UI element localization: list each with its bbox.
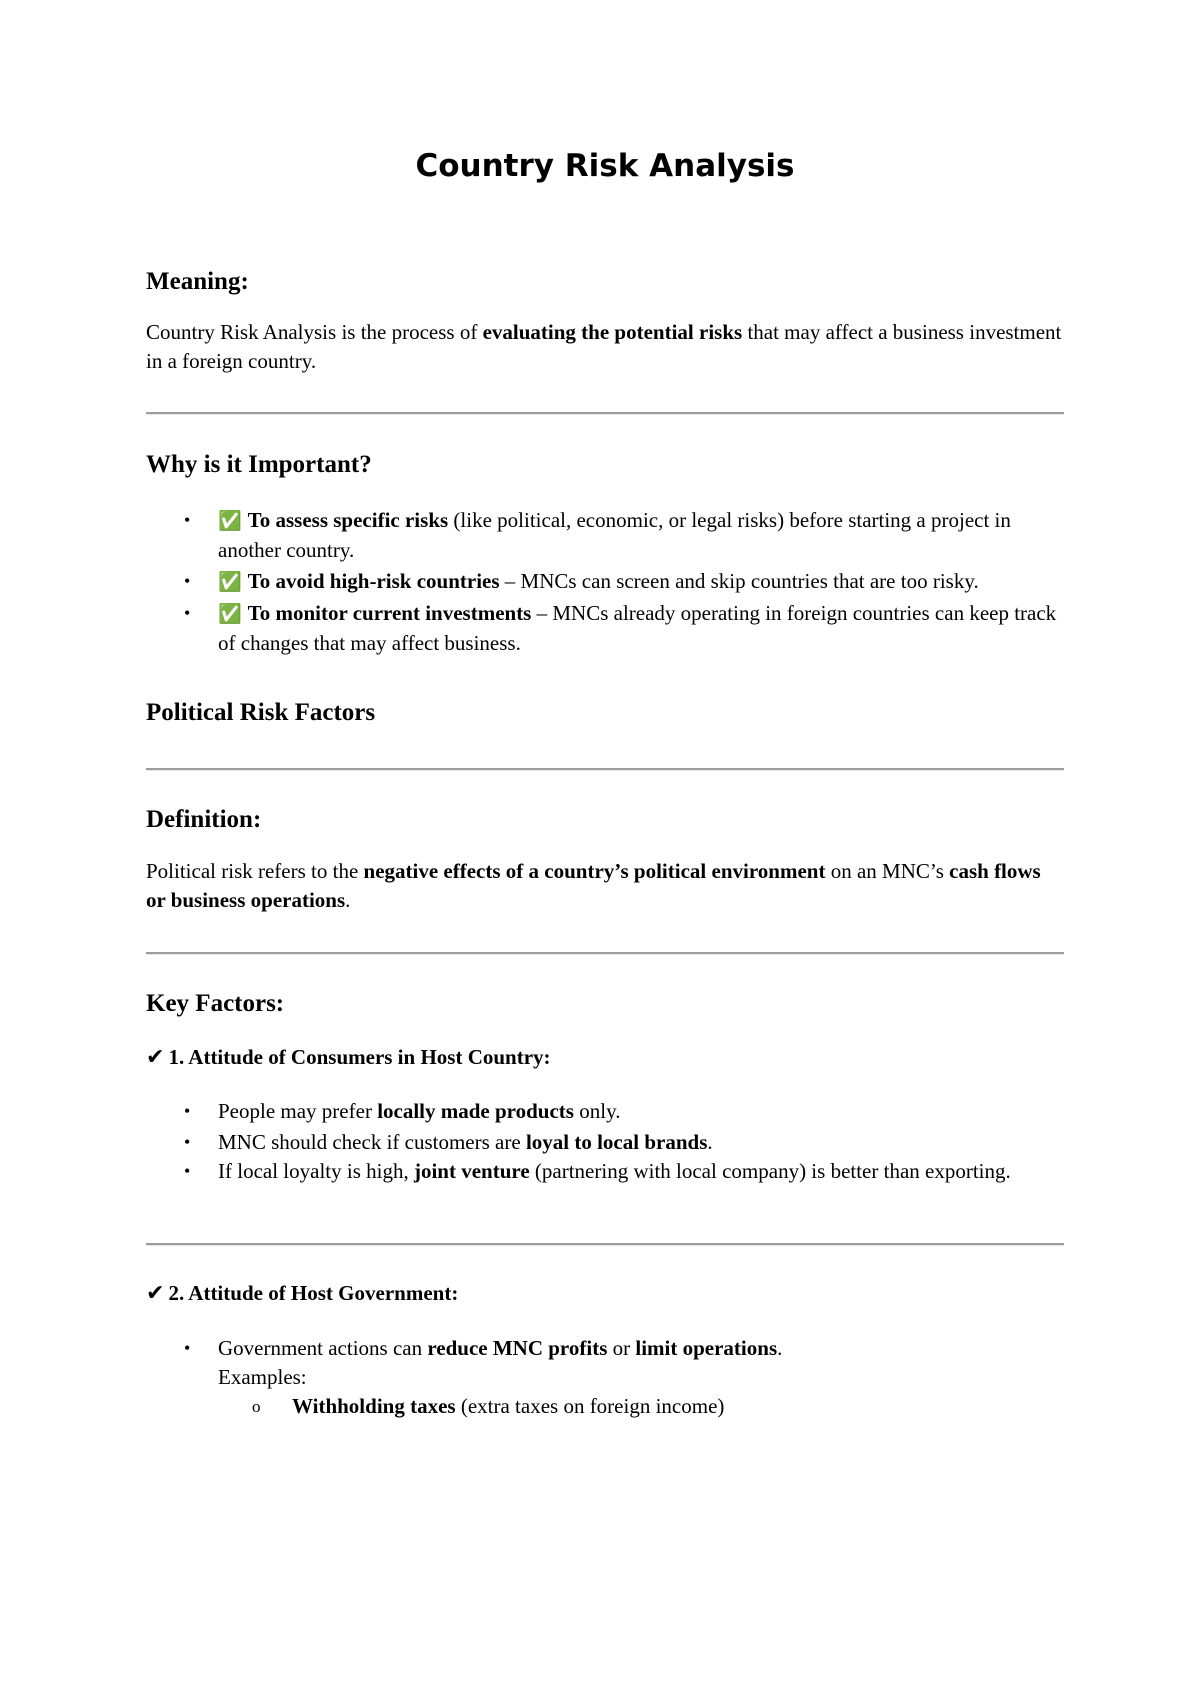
factor-1-list [146, 1097, 1064, 1188]
sub-bullet-icon: o [252, 1397, 261, 1416]
bullet-icon: • [184, 510, 191, 530]
list-item [146, 1128, 1064, 1157]
examples-label: Examples: [218, 1365, 307, 1389]
definition-text-bold-1: negative effects of a country’s political environment [363, 859, 826, 883]
item-text: Government actions can [218, 1336, 428, 1360]
item-bold-text: reduce MNC profits [427, 1336, 608, 1360]
check-mark-icon: ✅ [218, 571, 242, 593]
factor-2-heading [146, 1281, 458, 1306]
factor-2-title: 2. Attitude of Host Government: [168, 1281, 459, 1305]
factor-2-list [146, 1334, 1064, 1423]
item-bold-text: limit operations [635, 1336, 778, 1360]
horizontal-rule [146, 768, 1064, 771]
horizontal-rule [146, 1243, 1064, 1246]
item-bold-text: To avoid high-risk countries [247, 569, 500, 593]
item-text: – MNCs can screen and skip countries that are too risky. [499, 569, 979, 593]
definition-text-e: . [345, 888, 351, 912]
meaning-text-c: that may affect a business investment in a foreign country. [146, 320, 1062, 373]
item-text: . [777, 1336, 783, 1360]
meaning-heading: Meaning: [146, 268, 249, 295]
check-mark-icon: ✅ [218, 603, 242, 625]
list-item [146, 1097, 1064, 1126]
bullet-icon: • [184, 1338, 191, 1358]
item-text: (extra taxes on foreign income) [455, 1394, 725, 1418]
importance-heading: Why is it Important? [146, 451, 372, 478]
key-factors-heading: Key Factors: [146, 990, 285, 1017]
definition-text-bold-2: cash flows or business operations [146, 859, 1041, 912]
list-item [146, 599, 1064, 658]
definition-heading: Definition: [146, 806, 262, 833]
horizontal-rule [146, 952, 1064, 955]
definition-paragraph [146, 857, 1064, 915]
definition-text-c: on an MNC’s [825, 859, 950, 883]
item-text: only. [573, 1099, 621, 1123]
factor-1-heading [146, 1045, 551, 1070]
meaning-text-bold: evaluating the potential risks [482, 320, 743, 344]
political-risk-heading: Political Risk Factors [146, 699, 376, 726]
item-text: . [707, 1130, 713, 1154]
bullet-icon: • [184, 571, 191, 591]
list-item [146, 1334, 1064, 1421]
sub-list-item [218, 1392, 1064, 1421]
check-mark-icon: ✅ [218, 510, 242, 532]
item-bold-text: Withholding taxes [292, 1394, 456, 1418]
item-text: or [607, 1336, 636, 1360]
item-bold-text: To assess specific risks [247, 508, 449, 532]
bullet-icon: • [184, 1161, 191, 1181]
factor-1-title: 1. Attitude of Consumers in Host Country: [168, 1045, 551, 1069]
list-item [146, 1157, 1064, 1186]
check-mark-icon: ✔ [146, 1045, 165, 1070]
item-text: (like political, economic, or legal risks) before starting a project in another country. [218, 508, 1011, 562]
meaning-text-a: Country Risk Analysis is the process of [146, 320, 483, 344]
item-bold-text: locally made products [377, 1099, 574, 1123]
item-bold-text: joint venture [413, 1159, 530, 1183]
item-bold-text: To monitor current investments [247, 601, 532, 625]
item-text: – MNCs already operating in foreign countries can keep track of changes that may affect business. [218, 601, 1057, 655]
item-text: MNC should check if customers are [218, 1130, 526, 1154]
meaning-paragraph [146, 318, 1064, 376]
item-text: People may prefer [218, 1099, 378, 1123]
list-item [146, 506, 1064, 565]
examples-sublist [218, 1392, 1064, 1421]
item-bold-text: loyal to local brands [525, 1130, 708, 1154]
document-title: Country Risk Analysis [415, 148, 795, 184]
bullet-icon: • [184, 1101, 191, 1121]
horizontal-rule [146, 412, 1064, 415]
item-text: (partnering with local company) is better than exporting. [529, 1159, 1011, 1183]
bullet-icon: • [184, 603, 191, 623]
bullet-icon: • [184, 1132, 191, 1152]
item-text: If local loyalty is high, [218, 1159, 414, 1183]
list-item [146, 567, 1064, 597]
definition-text-a: Political risk refers to the [146, 859, 364, 883]
check-mark-icon: ✔ [146, 1281, 165, 1306]
importance-list [146, 506, 1064, 660]
